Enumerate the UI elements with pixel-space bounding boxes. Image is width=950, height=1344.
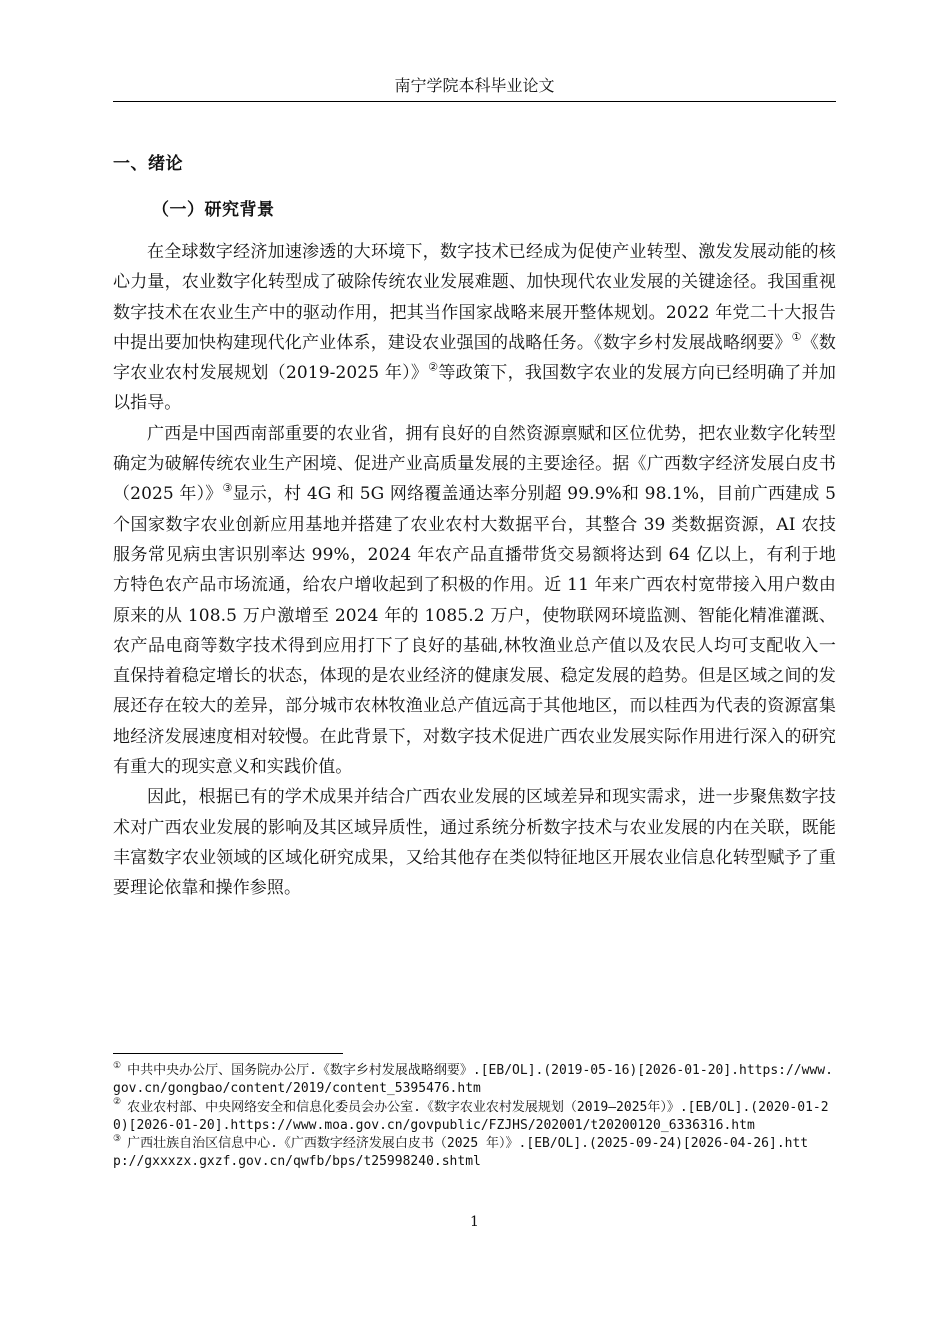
footnotes [113,1062,836,1172]
footnote-mark: ③ [113,1133,122,1144]
paragraph-text: 等政策下，我国数字农业的发展方向已经明确了并加以指导。 [113,363,836,414]
footnote-ref[interactable]: ③ [222,481,233,495]
footnote-text: 中共中央办公厅、国务院办公厅.《数字乡村发展战略纲要》.[EB/OL].(2019-05-16)[2026-01-20].https://www.gov.cn/gongbao/content/2019/content_5395476.htm [113,1063,833,1097]
footnote-text: 农业农村部、中央网络安全和信息化委员会办公室.《数字农业农村发展规划（2019—2025年）》.[EB/OL].(2020-01-20)[2026-01-20].https://www.moa.gov.cn/govpublic/FZJHS/202001/t20200120_6336316.htm [113,1099,829,1133]
footnote-item [113,1062,836,1099]
paragraph-text: 《数字农业农村发展规划（2019-2025 年）》 [113,332,836,384]
body-text [113,237,836,904]
page-number: 1 [470,1214,479,1230]
footnote-text: 广西壮族自治区信息中心.《广西数字经济发展白皮书（2025 年）》.[EB/OL].(2025-09-24)[2026-04-26].http://gxxxzx.gxzf.gov.cn/qwfb/bps/t25998240.shtml [113,1136,809,1170]
footnote-item [113,1135,836,1172]
paragraph-text: 在全球数字经济加速渗透的大环境下，数字技术已经成为促使产业转型、激发发展动能的核心力量，农业数字化转型成了破除传统农业发展难题、加快现代农业发展的关键途径。我国重视数字技术在农业生产中的驱动作用，把其当作国家战略来展开整体规划。2022 年党二十大报告中提出要加快构建现代化产业体系，建设农业强国的战略任务。《数字乡村发展战略纲要》 [113,242,836,353]
page-header-title: 南宁学院本科毕业论文 [394,76,555,95]
footnote-separator [113,1053,343,1054]
section-heading: 一、绪论 [113,154,183,174]
subsection-heading: （一）研究背景 [152,200,275,220]
footnote-ref[interactable]: ① [791,330,802,344]
paragraph-text: 广西是中国西南部重要的农业省，拥有良好的自然资源禀赋和区位优势，把农业数字化转型确定为破解传统农业生产困境、促进产业高质量发展的主要途径。据《广西数字经济发展白皮书（2025 年）》 [113,423,836,505]
header-rule [113,101,836,102]
paragraph-3 [113,782,836,903]
paragraph-1 [113,237,836,419]
footnote-item [113,1099,836,1136]
paragraph-2 [113,419,836,783]
footnote-ref[interactable]: ② [428,360,439,374]
footnote-mark: ② [113,1097,122,1108]
paragraph-text: 显示，村 4G 和 5G 网络覆盖通达率分别超 99.9%和 98.1%，目前广西建成 5 个国家数字农业创新应用基地并搭建了农业农村大数据平台，其整合 39 类数据资源，AI 农技服务常见病虫害识别率达 99%，2024 年农产品直播带货交易额将达到 64 亿以上，有利于地方特色农产品市场流通，给农户增收起到了积极的作用。近 11 年来广西农村宽带接入用户数由原来的从 108.5 万户激增至 2024 年的 1085.2 万户，使物联网环境监测、智能化精准灌溉、农产品电商等数字技术得到应用打下了良好的基础,林牧渔业总产值以及农民人均可支配收入一直保持着稳定增长的状态，体现的是农业经济的健康发展、稳定发展的趋势。但是区域之间的发展还存在较大的差异，部分城市农林牧渔业总产值远高于其他地区，而以桂西为代表的资源富集地经济发展速度相对较慢。在此背景下，对数字技术促进广西农业发展实际作用进行深入的研究有重大的现实意义和实践价值。 [113,484,836,778]
paragraph-text: 因此，根据已有的学术成果并结合广西农业发展的区域差异和现实需求，进一步聚焦数字技术对广西农业发展的影响及其区域异质性，通过系统分析数字技术与农业发展的内在关联，既能丰富数字农业领域的区域化研究成果，又给其他存在类似特征地区开展农业信息化转型赋予了重要理论依靠和操作参照。 [113,787,836,899]
footnote-mark: ① [113,1060,122,1071]
